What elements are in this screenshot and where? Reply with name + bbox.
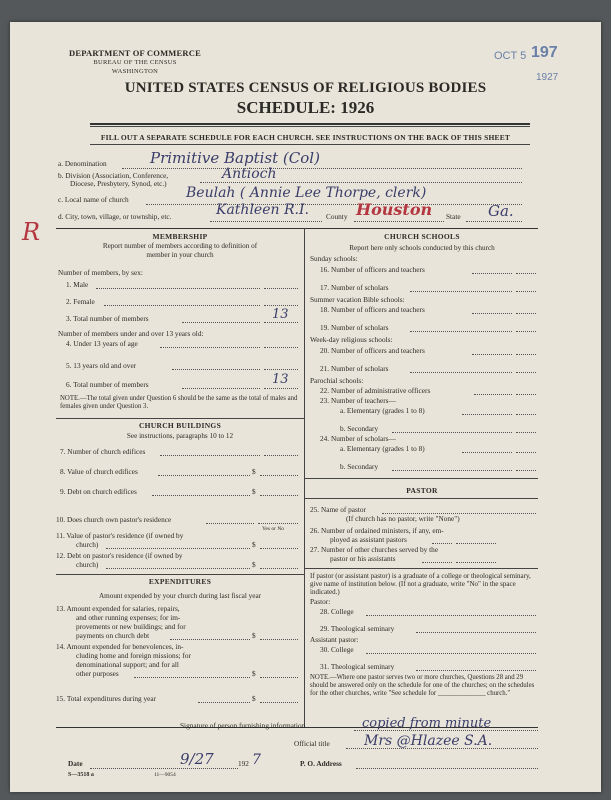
q13-dots: [170, 639, 250, 640]
membership-instruction-2: member in your church: [146, 251, 214, 259]
county-line: [354, 221, 444, 222]
membership-heading: MEMBERSHIP: [152, 232, 208, 241]
q10-yes-no-field[interactable]: [258, 523, 298, 524]
q26-label-1: 26. Number of ordained ministers, if any, em-: [310, 526, 444, 535]
q15-label: 15. Total expenditures during year: [56, 694, 157, 703]
q19-field[interactable]: [516, 331, 536, 332]
q11-dollar: $: [252, 540, 256, 549]
q14-amount-field[interactable]: [260, 677, 298, 678]
received-stamp-year: 1927: [536, 72, 559, 83]
q23b-dots: [392, 432, 512, 433]
date-line: [90, 768, 238, 769]
q5-dots: [172, 369, 260, 370]
q24-label: 24. Number of scholars—: [320, 434, 396, 443]
q5-over13-label: 5. 13 years old and over: [66, 361, 137, 370]
q28-college-field[interactable]: [366, 615, 536, 616]
signature-value[interactable]: copied from minute: [362, 716, 492, 731]
under-over-label: Number of members under and over 13 years old:: [58, 329, 204, 338]
state-line: [466, 221, 522, 222]
q3-total-value: 13: [272, 307, 289, 322]
city-label: d. City, town, village, or township, etc.: [58, 212, 172, 221]
county-value[interactable]: Houston: [356, 200, 433, 219]
q24b-dots: [392, 470, 512, 471]
q16-dots: [472, 273, 512, 274]
q9-debt-field[interactable]: [260, 495, 298, 496]
instruction-rule: [90, 144, 530, 145]
q21-dots: [410, 372, 512, 373]
q30-label: 30. College: [320, 645, 354, 654]
q11-label: 11. Value of pastor's residence (if owned by: [56, 531, 184, 540]
po-address-field[interactable]: [356, 768, 538, 769]
schools-instruction: Report here only schools conducted by this church: [349, 244, 495, 252]
form-title: UNITED STATES CENSUS OF RELIGIOUS BODIES: [124, 80, 487, 96]
buildings-top-rule: [56, 418, 304, 419]
denomination-line: [122, 168, 522, 169]
q14-label-1: 14. Amount expended for benevolences, in-: [56, 642, 184, 651]
q15-dots: [198, 702, 250, 703]
q18-field[interactable]: [516, 313, 536, 314]
q2-dots: [104, 305, 260, 306]
q11-label-cont: church): [76, 540, 99, 549]
q18-label: 18. Number of officers and teachers: [320, 305, 425, 314]
year-prefix: 192: [238, 759, 249, 768]
expenditures-heading: EXPENDITURES: [148, 577, 212, 586]
q25-note: (If church has no pastor, write "None"): [346, 514, 460, 523]
city-line: [210, 221, 322, 222]
q22-dots: [474, 394, 512, 395]
q14-label-2: cluding home and foreign missions; for: [76, 651, 191, 660]
q14-dollar: $: [252, 669, 256, 678]
parochial-schools-label: Parochial schools:: [310, 376, 364, 385]
q1-dots: [96, 288, 260, 289]
q7-edifices-field[interactable]: [264, 455, 298, 456]
q10-dots: [206, 523, 254, 524]
q8-dots: [158, 475, 250, 476]
department-header: [60, 49, 210, 76]
q12-label-cont: church): [76, 560, 99, 569]
q26-field[interactable]: [456, 543, 496, 544]
q16-field[interactable]: [516, 273, 536, 274]
q21-label: 21. Number of scholars: [320, 364, 389, 373]
bureau-city: WASHINGTON: [111, 68, 159, 75]
census-schedule-sheet: [10, 22, 601, 792]
q31-seminary-field[interactable]: [416, 670, 536, 671]
local-name-line: [146, 204, 522, 205]
q30-college-field[interactable]: [366, 653, 536, 654]
received-stamp-number: 197: [531, 44, 558, 61]
local-name-value[interactable]: Beulah ( Annie Lee Thorpe, clerk): [186, 185, 427, 201]
q6-total-field[interactable]: [264, 388, 298, 389]
bureau-name: BUREAU OF THE CENSUS: [93, 59, 177, 66]
pastor-sub-label: Pastor:: [310, 597, 331, 606]
q1-male-label: 1. Male: [66, 280, 89, 289]
q12-label: 12. Debt on pastor's residence (if owned by: [56, 551, 183, 560]
q24a-label: a. Elementary (grades 1 to 8): [340, 444, 425, 453]
q31-label: 31. Theological seminary: [320, 662, 395, 671]
q23-label: 23. Number of teachers—: [320, 396, 396, 405]
form-subtitle: SCHEDULE: 1926: [236, 98, 375, 117]
membership-note: NOTE.—The total given under Question 6 should be the same as the total of males and females given under Question 3.: [60, 395, 298, 410]
q13-dollar: $: [252, 631, 256, 640]
q2-female-field[interactable]: [264, 305, 298, 306]
q29-seminary-field[interactable]: [416, 632, 536, 633]
buildings-instruction: See instructions, paragraphs 10 to 12: [126, 432, 234, 440]
q19-label: 19. Number of scholars: [320, 323, 389, 332]
local-name-label: c. Local name of church: [58, 195, 129, 204]
membership-instruction-1: Report number of members according to definition of: [102, 242, 258, 250]
q24b-label: b. Secondary: [340, 462, 379, 471]
q14-label-3: denominational support; and for all: [76, 660, 179, 669]
expenditures-top-rule: [56, 574, 304, 575]
weekday-schools-label: Week-day religious schools:: [310, 335, 393, 344]
q4-under13-label: 4. Under 13 years of age: [66, 339, 138, 348]
graduate-note: If pastor (or assistant pastor) is a graduate of a college or theological seminary, give name of institution below. (If not a graduate, write "No" in the space indicated.): [310, 572, 531, 596]
q12-dollar: $: [252, 560, 256, 569]
header-rule-thin: [90, 126, 530, 127]
columns-top-rule: [56, 228, 538, 229]
q23a-field[interactable]: [516, 414, 536, 415]
q15-amount-field[interactable]: [260, 702, 298, 703]
q23b-field[interactable]: [516, 432, 536, 433]
print-number: 11—9054: [154, 772, 176, 778]
q3-dots: [182, 322, 260, 323]
q20-field[interactable]: [516, 354, 536, 355]
form-number: S—3518 a: [68, 772, 94, 778]
q4-under13-field[interactable]: [264, 347, 298, 348]
buildings-heading: CHURCH BUILDINGS: [138, 421, 222, 430]
q13-amount-field[interactable]: [260, 639, 298, 640]
q26-dots: [432, 543, 452, 544]
division-line: [200, 182, 522, 183]
q23a-label: a. Elementary (grades 1 to 8): [340, 406, 425, 415]
date-value[interactable]: 9/27: [180, 750, 214, 768]
q17-dots: [410, 291, 512, 292]
q9-dollar: $: [252, 487, 256, 496]
separate-schedule-instruction: FILL OUT A SEPARATE SCHEDULE FOR EACH CHURCH. SEE INSTRUCTIONS ON THE BACK OF THIS SHEET: [100, 133, 511, 142]
q21-field[interactable]: [516, 372, 536, 373]
q2-female-label: 2. Female: [66, 297, 95, 306]
q24a-field[interactable]: [516, 452, 536, 453]
division-value[interactable]: Antioch: [222, 166, 277, 182]
denomination-value[interactable]: Primitive Baptist (Col): [150, 149, 320, 167]
q9-dots: [152, 495, 250, 496]
q23b-label: b. Secondary: [340, 424, 379, 433]
margin-mark-r: R: [22, 218, 41, 246]
q13-label-2: and other running expenses; for im-: [76, 613, 181, 622]
q6-total-label: 6. Total number of members: [66, 380, 149, 389]
q23a-dots: [462, 414, 512, 415]
q27-dots: [422, 562, 452, 563]
q12-debt-field[interactable]: [260, 568, 298, 569]
q12-dots: [106, 568, 250, 569]
q13-label-3: provements or new buildings; and for: [76, 622, 186, 631]
q4-dots: [160, 347, 260, 348]
q11-dots: [106, 548, 250, 549]
q27-label-1: 27. Number of other churches served by the: [310, 545, 439, 554]
q3-total-field[interactable]: [264, 322, 298, 323]
q11-value-field[interactable]: [260, 548, 298, 549]
city-value[interactable]: Kathleen R.I.: [216, 202, 309, 218]
q20-label: 20. Number of officers and teachers: [320, 346, 425, 355]
q16-label: 16. Number of officers and teachers: [320, 265, 425, 274]
q22-field[interactable]: [516, 394, 536, 395]
q7-edifices-label: 7. Number of church edifices: [60, 447, 146, 456]
schools-heading: CHURCH SCHOOLS: [384, 232, 460, 241]
q1-male-field[interactable]: [264, 288, 298, 289]
pastor-heading-rule: [304, 498, 538, 499]
q7-dots: [160, 455, 260, 456]
q8-dollar: $: [252, 467, 256, 476]
q3-total-label: 3. Total number of members: [66, 314, 149, 323]
q27-field[interactable]: [456, 562, 496, 563]
q26-label-2: ployed as assistant pastors: [330, 535, 407, 544]
q14-label-4: other purposes: [76, 669, 119, 678]
sunday-schools-label: Sunday schools:: [310, 254, 358, 263]
graduate-top-rule: [304, 568, 538, 569]
members-by-sex-label: Number of members, by sex:: [58, 268, 143, 277]
q27-label-2: pastor or his assistants: [330, 554, 396, 563]
pastor-top-rule: [304, 478, 538, 479]
q17-label: 17. Number of scholars: [320, 283, 389, 292]
q10-residence-label: 10. Does church own pastor's residence: [56, 515, 172, 524]
state-value[interactable]: Ga.: [488, 202, 514, 220]
pastor-note: NOTE.—Where one pastor serves two or more churches, Questions 28 and 29 should be answered only on the schedule for one of the churches; on the schedules for the other churches, write "See schedule for ______________ church.": [310, 674, 535, 697]
q8-value-field[interactable]: [260, 475, 298, 476]
q24a-dots: [462, 452, 512, 453]
q24b-field[interactable]: [516, 470, 536, 471]
received-stamp-date: OCT 5: [494, 50, 527, 62]
q8-value-label: 8. Value of church edifices: [60, 467, 138, 476]
summer-schools-label: Summer vacation Bible schools:: [310, 295, 405, 304]
q29-label: 29. Theological seminary: [320, 624, 395, 633]
year-value[interactable]: 7: [252, 752, 261, 768]
q6-total-value: 13: [272, 372, 289, 387]
q14-dots: [134, 677, 250, 678]
header-rule: [90, 123, 530, 125]
division-label-cont: Diocese, Presbytery, Synod, etc.): [70, 179, 167, 188]
official-title-value[interactable]: Mrs @Hlazee S.A.: [364, 733, 493, 749]
q20-dots: [472, 354, 512, 355]
po-address-label: P. O. Address: [300, 759, 342, 768]
q9-debt-label: 9. Debt on church edifices: [60, 487, 137, 496]
division-label: b. Division (Association, Conference,: [58, 171, 169, 180]
date-label: Date: [68, 759, 83, 768]
q15-dollar: $: [252, 694, 256, 703]
q5-over13-field[interactable]: [264, 369, 298, 370]
q25-label: 25. Name of pastor: [310, 505, 366, 514]
county-label: County: [326, 212, 348, 221]
assistant-pastor-label: Assistant pastor:: [310, 635, 359, 644]
expenditures-instruction: Amount expended by your church during last fiscal year: [98, 592, 262, 600]
department-name: DEPARTMENT OF COMMERCE: [69, 48, 201, 58]
q13-label-1: 13. Amount expended for salaries, repairs,: [56, 604, 180, 613]
q17-field[interactable]: [516, 291, 536, 292]
q28-label: 28. College: [320, 607, 354, 616]
q18-dots: [472, 313, 512, 314]
official-title-label: Official title: [294, 739, 330, 748]
q19-dots: [410, 331, 512, 332]
signature-label: Signature of person furnishing information: [180, 721, 306, 730]
denomination-label: a. Denomination: [58, 159, 107, 168]
pastor-heading: PASTOR: [406, 486, 438, 495]
q10-yes-no-hint: Yes or No: [262, 526, 285, 532]
q6-dots: [182, 388, 260, 389]
q22-label: 22. Number of administrative officers: [320, 386, 431, 395]
q13-label-4: payments on church debt: [76, 631, 150, 640]
state-label: State: [446, 212, 461, 221]
